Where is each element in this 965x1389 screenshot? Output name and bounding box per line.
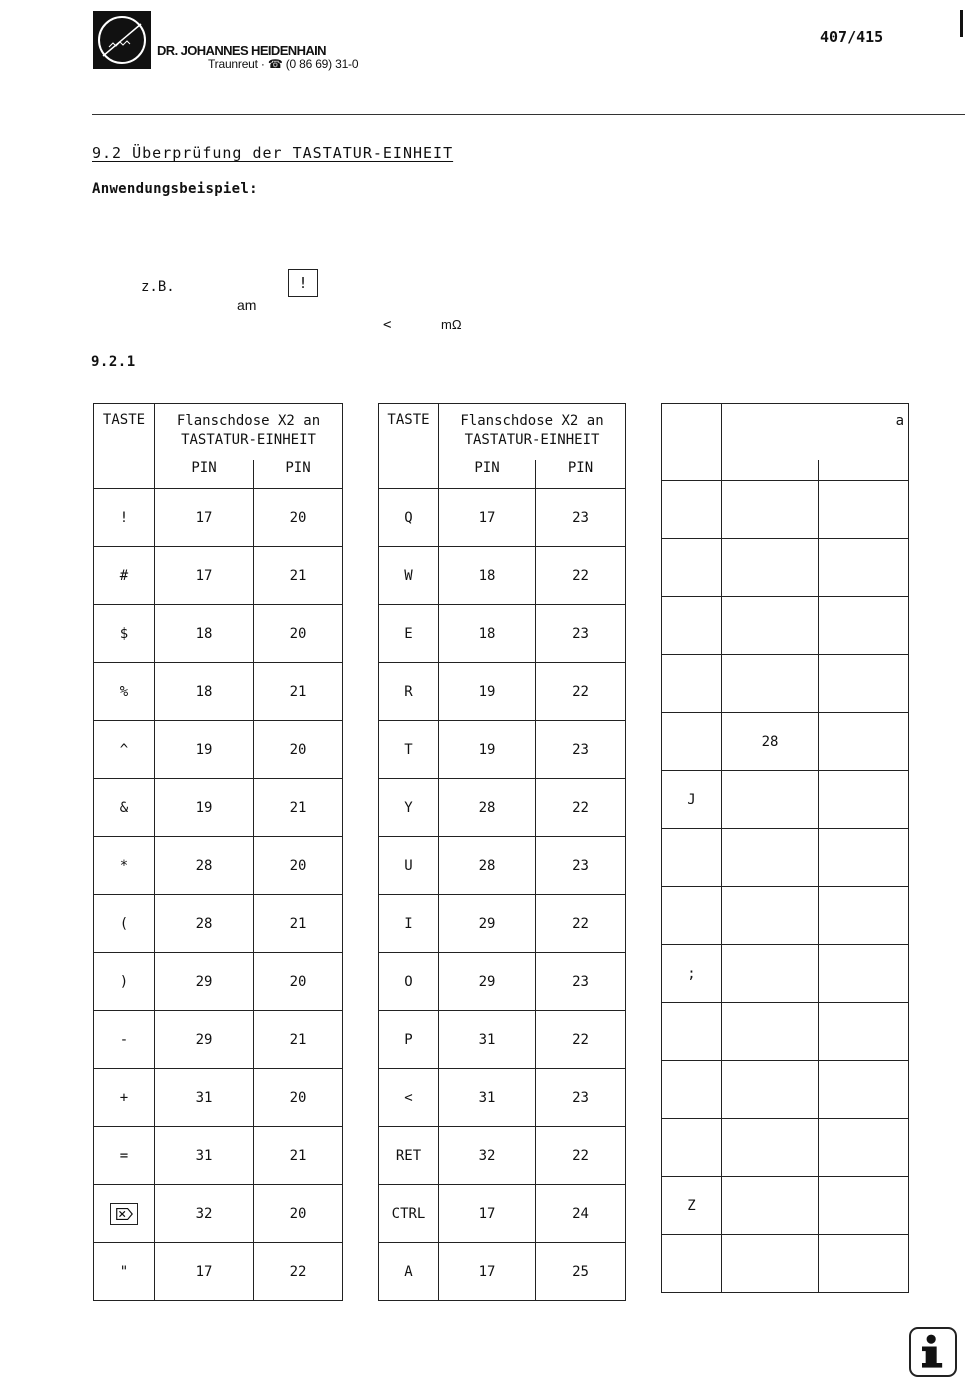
key-label: RET: [395, 1147, 422, 1164]
pin-a-cell: [722, 771, 819, 829]
pin-a-cell: 32: [439, 1127, 536, 1185]
table-row: [94, 489, 343, 547]
key-label: <: [404, 1089, 413, 1106]
table-row: [379, 837, 626, 895]
key-cell: [379, 837, 439, 895]
key-cell: [94, 1185, 155, 1243]
table-row: [662, 597, 909, 655]
pin-a-cell: 28: [155, 837, 254, 895]
example-label: z.B.: [141, 279, 175, 295]
pin-a-cell: [722, 655, 819, 713]
key-label: P: [404, 1031, 413, 1048]
key-cell: [662, 539, 722, 597]
key-label: -: [119, 1031, 129, 1048]
key-cell: [379, 953, 439, 1011]
table-row: [662, 829, 909, 887]
header-title-line-1: Flanschdose X2 an: [460, 413, 604, 429]
key-label: Q: [404, 509, 413, 526]
pin-a-cell: 17: [155, 1243, 254, 1301]
table-row: [662, 1177, 909, 1235]
pin-b-cell: 20: [254, 721, 343, 779]
example-key-box: !: [288, 269, 318, 297]
table-row: [662, 655, 909, 713]
key-cell: [379, 895, 439, 953]
table-row: [94, 663, 343, 721]
info-icon[interactable]: [909, 1327, 957, 1377]
key-cell: [94, 837, 155, 895]
pin-a-cell: 17: [155, 489, 254, 547]
pin-a-cell: 31: [439, 1069, 536, 1127]
header-pin-empty: [722, 460, 819, 481]
pin-b-cell: 20: [254, 1069, 343, 1127]
pin-a-cell: 31: [155, 1127, 254, 1185]
pin-b-cell: [819, 1061, 909, 1119]
pin-b-cell: 21: [254, 663, 343, 721]
key-label: =: [119, 1147, 129, 1164]
header-title-line-2: TASTATUR-EINHEIT: [181, 432, 316, 448]
pin-b-cell: 22: [536, 779, 626, 837]
table-row: [379, 953, 626, 1011]
pin-b-cell: [819, 713, 909, 771]
key-cell: [662, 713, 722, 771]
key-label: I: [404, 915, 413, 932]
table-row: [379, 1011, 626, 1069]
pin-b-cell: 23: [536, 489, 626, 547]
key-cell: [662, 945, 722, 1003]
header-pin-empty: [819, 460, 909, 481]
pin-a-cell: [722, 597, 819, 655]
pin-b-cell: 25: [536, 1243, 626, 1301]
key-cell: [94, 779, 155, 837]
key-cell: [94, 1243, 155, 1301]
pin-a-cell: 32: [155, 1185, 254, 1243]
key-cell: [662, 887, 722, 945]
pin-b-cell: [819, 829, 909, 887]
header-rule: [92, 114, 965, 115]
pin-b-cell: 24: [536, 1185, 626, 1243]
key-cell: [662, 481, 722, 539]
table-row: [662, 1235, 909, 1293]
table-row: [662, 887, 909, 945]
pin-b-cell: [819, 1235, 909, 1293]
less-than-symbol: <: [383, 317, 392, 333]
pin-b-cell: 23: [536, 1069, 626, 1127]
edge-mark: [960, 10, 963, 37]
key-label: (: [119, 915, 129, 932]
key-label: Y: [404, 799, 413, 816]
pin-a-cell: 19: [155, 721, 254, 779]
pin-a-cell: [722, 1061, 819, 1119]
table-row: [94, 547, 343, 605]
header-connector: [439, 404, 626, 461]
key-label: J: [687, 791, 696, 808]
pin-a-cell: 29: [439, 895, 536, 953]
key-pin-table-1: [93, 403, 343, 1301]
pin-a-cell: [722, 829, 819, 887]
milliohm-unit: mΩ: [441, 317, 462, 332]
header-taste: TASTE: [379, 404, 439, 489]
pin-a-cell: 28: [722, 713, 819, 771]
key-cell: [379, 663, 439, 721]
table-row: [662, 481, 909, 539]
table-row: [94, 721, 343, 779]
pin-a-cell: 17: [439, 489, 536, 547]
table-row: [662, 1061, 909, 1119]
pin-b-cell: [819, 655, 909, 713]
pin-b-cell: 23: [536, 721, 626, 779]
pin-b-cell: 20: [254, 837, 343, 895]
key-label: A: [404, 1263, 413, 1280]
pin-a-cell: 29: [439, 953, 536, 1011]
company-name: DR. JOHANNES HEIDENHAIN: [157, 43, 326, 58]
key-label: O: [404, 973, 413, 990]
table-row: [379, 779, 626, 837]
pin-a-cell: 29: [155, 953, 254, 1011]
key-cell: [662, 1235, 722, 1293]
subsection-number: 9.2.1: [91, 354, 136, 370]
header-connector: [155, 404, 343, 461]
key-cell: [379, 1127, 439, 1185]
key-cell: [94, 953, 155, 1011]
section-subtitle: Anwendungsbeispiel:: [92, 181, 258, 197]
pin-a-cell: 28: [439, 779, 536, 837]
pin-a-cell: 31: [439, 1011, 536, 1069]
pin-b-cell: 23: [536, 605, 626, 663]
table-row: [379, 605, 626, 663]
key-pin-table-2: [378, 403, 626, 1301]
pin-b-cell: 20: [254, 953, 343, 1011]
pin-a-cell: [722, 1235, 819, 1293]
header-title-line-1: Flanschdose X2 an: [176, 413, 321, 429]
key-label: E: [404, 625, 413, 642]
key-label: ": [119, 1263, 129, 1280]
header-pin: PIN: [155, 460, 254, 489]
key-label: !: [119, 509, 129, 526]
key-label: +: [119, 1089, 129, 1106]
table-row: [379, 1185, 626, 1243]
key-cell: [379, 721, 439, 779]
pin-b-cell: 22: [536, 547, 626, 605]
pin-b-cell: 22: [536, 895, 626, 953]
key-cell: [379, 605, 439, 663]
pin-a-cell: 18: [155, 663, 254, 721]
key-cell: [662, 771, 722, 829]
pin-a-cell: 17: [155, 547, 254, 605]
key-cell: [379, 1069, 439, 1127]
pin-a-cell: 28: [439, 837, 536, 895]
header-taste-empty: [662, 404, 722, 481]
key-cell: [662, 1119, 722, 1177]
pin-a-cell: 28: [155, 895, 254, 953]
pin-b-cell: 21: [254, 1127, 343, 1185]
key-label: $: [119, 625, 129, 642]
pin-b-cell: [819, 597, 909, 655]
header-connector-fragment: a: [722, 404, 909, 461]
key-label: *: [119, 857, 129, 874]
pin-a-cell: [722, 1003, 819, 1061]
pin-a-cell: 17: [439, 1243, 536, 1301]
pin-a-cell: 17: [439, 1185, 536, 1243]
key-cell: [379, 1243, 439, 1301]
key-cell: [379, 1185, 439, 1243]
pin-b-cell: [819, 1003, 909, 1061]
pin-b-cell: [819, 539, 909, 597]
page-number: 407/415: [820, 28, 884, 46]
pin-b-cell: 20: [254, 1185, 343, 1243]
key-label: R: [404, 683, 413, 700]
pin-a-cell: 18: [155, 605, 254, 663]
key-label: U: [404, 857, 413, 874]
key-label: CTRL: [391, 1205, 426, 1222]
pin-a-cell: 18: [439, 547, 536, 605]
key-label: ;: [687, 965, 696, 982]
key-cell: [94, 663, 155, 721]
table-row: [94, 953, 343, 1011]
pin-b-cell: 22: [536, 1011, 626, 1069]
key-pin-table-3: [661, 403, 909, 1293]
table-row: [94, 1185, 343, 1243]
pin-a-cell: [722, 1177, 819, 1235]
table-row: [662, 771, 909, 829]
table-row: [379, 721, 626, 779]
heidenhain-logo: [93, 11, 151, 69]
pin-b-cell: [819, 945, 909, 1003]
table-row: [94, 1069, 343, 1127]
key-label: #: [119, 567, 129, 584]
table-row: [94, 837, 343, 895]
table-row: [379, 663, 626, 721]
pin-b-cell: [819, 1119, 909, 1177]
table-row: [662, 539, 909, 597]
key-cell: [94, 895, 155, 953]
key-label: Z: [687, 1197, 696, 1214]
key-cell: [662, 597, 722, 655]
key-cell: [94, 721, 155, 779]
table-row: [94, 605, 343, 663]
key-cell: [662, 1177, 722, 1235]
pin-a-cell: [722, 945, 819, 1003]
pin-a-cell: 19: [439, 663, 536, 721]
key-label: ): [119, 973, 129, 990]
pin-b-cell: 21: [254, 547, 343, 605]
key-cell: [662, 655, 722, 713]
table-row: [94, 1127, 343, 1185]
table-row: [379, 489, 626, 547]
table-row: [379, 1243, 626, 1301]
key-cell: [94, 1011, 155, 1069]
at-word: am: [237, 297, 257, 313]
pin-b-cell: 23: [536, 837, 626, 895]
key-cell: [94, 1069, 155, 1127]
table-row: [662, 945, 909, 1003]
pin-b-cell: [819, 481, 909, 539]
key-label: %: [119, 683, 129, 700]
pin-a-cell: [722, 1119, 819, 1177]
key-cell: [662, 829, 722, 887]
pin-a-cell: [722, 481, 819, 539]
table-row: [379, 895, 626, 953]
header-taste: TASTE: [94, 404, 155, 489]
key-cell: [379, 489, 439, 547]
pin-b-cell: [819, 1177, 909, 1235]
pin-b-cell: 22: [536, 1127, 626, 1185]
pin-b-cell: 23: [536, 953, 626, 1011]
table-row: [94, 779, 343, 837]
pin-b-cell: 21: [254, 779, 343, 837]
company-address: Traunreut · ☎ (0 86 69) 31-0: [208, 57, 359, 71]
pin-b-cell: 22: [536, 663, 626, 721]
key-cell: [379, 547, 439, 605]
key-cell: [379, 1011, 439, 1069]
table-row: [379, 547, 626, 605]
key-cell: [94, 489, 155, 547]
pin-b-cell: 21: [254, 1011, 343, 1069]
delete-key-icon: [110, 1203, 138, 1225]
pin-a-cell: 29: [155, 1011, 254, 1069]
table-row: [94, 895, 343, 953]
table-row: [662, 1119, 909, 1177]
table-row: [94, 1243, 343, 1301]
pin-a-cell: [722, 539, 819, 597]
header-pin: PIN: [536, 460, 626, 489]
key-label: &: [119, 799, 129, 816]
key-cell: [94, 547, 155, 605]
pin-b-cell: [819, 887, 909, 945]
table-row: [662, 713, 909, 771]
section-title: 9.2 Überprüfung der TASTATUR-EINHEIT: [92, 144, 454, 162]
pin-b-cell: 21: [254, 895, 343, 953]
pin-a-cell: 18: [439, 605, 536, 663]
pin-b-cell: 22: [254, 1243, 343, 1301]
header-title-line-2: TASTATUR-EINHEIT: [464, 432, 600, 448]
pin-b-cell: 20: [254, 605, 343, 663]
table-row: [379, 1127, 626, 1185]
key-cell: [379, 779, 439, 837]
pin-b-cell: 20: [254, 489, 343, 547]
header-pin: PIN: [439, 460, 536, 489]
pin-a-cell: [722, 887, 819, 945]
table-row: [379, 1069, 626, 1127]
key-label: W: [404, 567, 413, 584]
pin-a-cell: 31: [155, 1069, 254, 1127]
key-label: T: [404, 741, 413, 758]
table-row: [662, 1003, 909, 1061]
pin-a-cell: 19: [155, 779, 254, 837]
key-cell: [662, 1061, 722, 1119]
table-row: [94, 1011, 343, 1069]
pin-a-cell: 19: [439, 721, 536, 779]
key-cell: [662, 1003, 722, 1061]
pin-b-cell: [819, 771, 909, 829]
key-label: ^: [119, 741, 129, 758]
header-pin: PIN: [254, 460, 343, 489]
key-cell: [94, 605, 155, 663]
key-cell: [94, 1127, 155, 1185]
